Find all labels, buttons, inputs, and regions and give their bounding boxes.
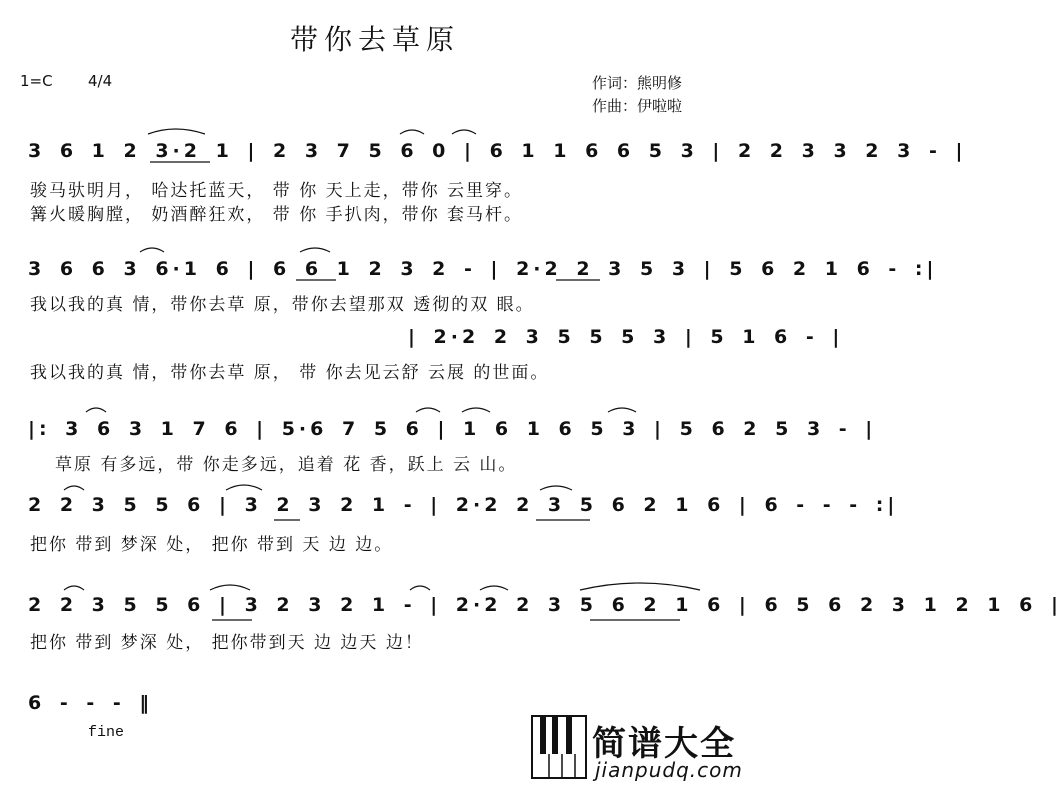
key-signature: 1=C (20, 72, 53, 90)
lyric-line-4: 草原 有多远，带 你走多远，追着 花 香，跃上 云 山。 (55, 455, 518, 475)
notation-line-5: 2 2 3 5 5 6 | 3 2 3 2 1 - | 2·2 2 3 5 6 2 1 6 | 6 - - - :| (28, 494, 899, 516)
notation-line-6: 2 2 3 5 5 6 | 3 2 3 2 1 - | 2·2 2 3 5 6 2 1 6 | 6 5 6 2 3 1 2 1 6 | (28, 594, 1062, 616)
notation-line-2: 3 6 6 3 6·1 6 | 6 6 1 2 3 2 - | 2·2 2 3 5 3 | 5 6 2 1 6 - :| (28, 258, 938, 280)
time-signature: 4/4 (88, 72, 113, 90)
lyric-line-5: 把你 带到 梦深 处， 把你 带到 天 边 边。 (30, 535, 394, 555)
notation-line-3: | 2·2 2 3 5 5 5 3 | 5 1 6 - | (408, 326, 844, 348)
watermark-name: 简谱大全 (592, 724, 736, 764)
fine-marking: fine (88, 724, 125, 741)
lyric-line-1a: 骏马驮明月， 哈达托蓝天， 带 你 天上走，带你 云里穿。 (30, 181, 524, 201)
lyric-line-1b: 篝火暖胸膛， 奶酒醉狂欢， 带 你 手扒肉，带你 套马杆。 (30, 205, 524, 225)
lyricist-credit: 作词：熊明修 (592, 74, 683, 92)
lyric-line-3: 我以我的真 情，带你去草 原， 带 你去见云舒 云展 的世面。 (30, 363, 550, 383)
composer-credit: 作曲：伊啦啦 (592, 97, 683, 115)
notation-line-7: 6 - - - ‖ (28, 692, 153, 714)
lyric-line-2: 我以我的真 情，带你去草 原，带你去望那双 透彻的双 眼。 (30, 295, 535, 315)
notation-line-1: 3 6 1 2 3·2 1 | 2 3 7 5 6 0 | 6 1 1 6 6 5 3 | 2 2 3 3 2 3 - | (28, 140, 967, 162)
song-title: 带你去草原 (289, 23, 460, 56)
piano-keys-icon (530, 712, 590, 782)
notation-line-4: |: 3 6 3 1 7 6 | 5·6 7 5 6 | 1 6 1 6 5 3 | 5 6 2 5 3 - | (28, 418, 877, 440)
lyric-line-6: 把你 带到 梦深 处， 把你带到天 边 边天 边！ (30, 633, 424, 653)
watermark-url: jianpudq.com (595, 758, 743, 782)
